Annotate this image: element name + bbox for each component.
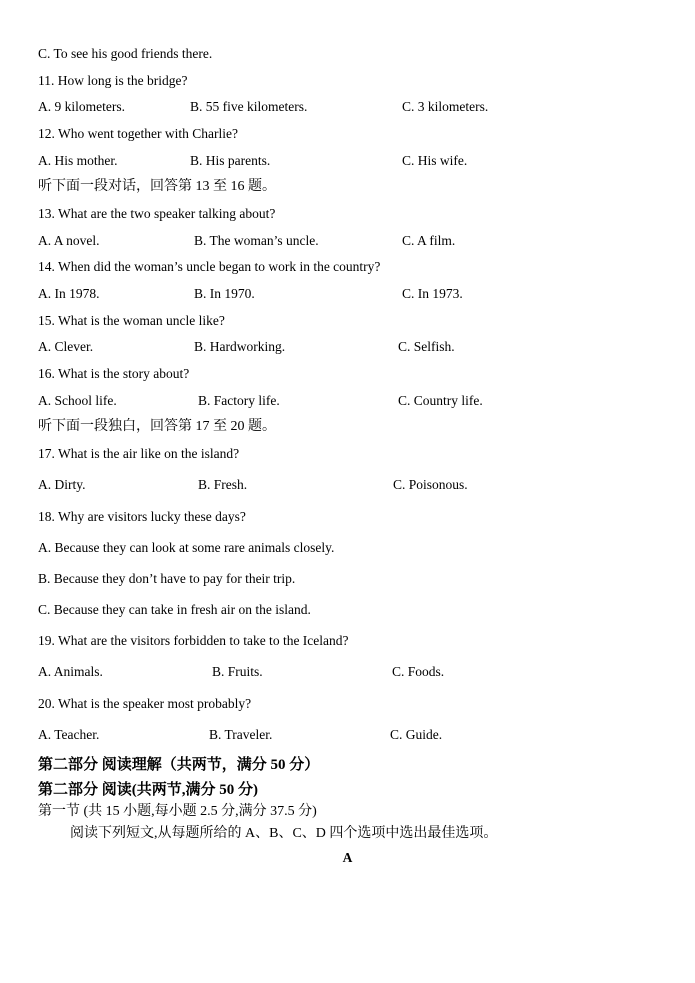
question-text: 14. When did the woman’s uncle began to work in the country? <box>38 259 381 274</box>
option-c: C. 3 kilometers. <box>402 99 489 114</box>
option-b: B. 55 five kilometers. <box>190 99 308 114</box>
passage-label: A <box>342 850 353 865</box>
option-row <box>0 232 695 250</box>
option-c: C. Country life. <box>398 393 483 408</box>
question-text: B. Because they don’t have to pay for their trip. <box>38 571 296 586</box>
question-text: 12. Who went together with Charlie? <box>38 126 238 141</box>
option-c: C. A film. <box>402 233 456 248</box>
question-text: 18. Why are visitors lucky these days? <box>38 509 246 524</box>
option-a: A. Teacher. <box>38 727 100 742</box>
option-a: C. To see his good friends there. <box>38 46 213 61</box>
instruction-text: 听下面一段独白，回答第 17 至 20 题。 <box>38 419 276 434</box>
instruction-text: 听下面一段对话，回答第 13 至 16 题。 <box>38 179 276 194</box>
option-b: B. Hardworking. <box>194 339 286 354</box>
option-row <box>0 338 695 356</box>
option-b: B. His parents. <box>190 153 271 168</box>
question-text: 17. What is the air like on the island? <box>38 446 240 461</box>
option-a: A. School life. <box>38 393 117 408</box>
option-c: C. Poisonous. <box>393 477 468 492</box>
option-row <box>0 663 695 681</box>
option-row <box>0 152 695 170</box>
question-text: 13. What are the two speaker talking about? <box>38 206 276 221</box>
option-c: C. Selfish. <box>398 339 455 354</box>
question-text: C. Because they can take in fresh air on the island. <box>38 602 311 617</box>
option-a: A. A novel. <box>38 233 100 248</box>
option-row <box>0 98 695 116</box>
option-row <box>0 45 695 63</box>
question-text: A. Because they can look at some rare animals closely. <box>38 540 335 555</box>
option-a: A. Clever. <box>38 339 94 354</box>
option-b: B. Fruits. <box>212 664 263 679</box>
question-text: 19. What are the visitors forbidden to take to the Iceland? <box>38 633 349 648</box>
option-b: B. Fresh. <box>198 477 248 492</box>
question-text: 20. What is the speaker most probably? <box>38 696 252 711</box>
option-a: A. Animals. <box>38 664 103 679</box>
section-heading: 第二部分 阅读理解（共两节，满分 50 分） <box>38 757 320 773</box>
question-text: 11. How long is the bridge? <box>38 73 188 88</box>
option-c: C. In 1973. <box>402 286 463 301</box>
option-a: A. Dirty. <box>38 477 86 492</box>
option-b: B. The woman’s uncle. <box>194 233 319 248</box>
option-b: B. Factory life. <box>198 393 280 408</box>
option-c: C. Foods. <box>392 664 445 679</box>
option-row <box>0 476 695 494</box>
option-row <box>0 392 695 410</box>
option-a: A. In 1978. <box>38 286 100 301</box>
instruction-text: 阅读下列短文,从每题所给的 A、B、C、D 四个选项中选出最佳选项。 <box>70 826 498 841</box>
option-c: C. Guide. <box>390 727 443 742</box>
option-a: A. 9 kilometers. <box>38 99 125 114</box>
option-b: B. Traveler. <box>209 727 273 742</box>
section-heading: 第二部分 阅读(共两节,满分 50 分) <box>38 782 258 798</box>
option-b: B. In 1970. <box>194 286 255 301</box>
question-text: 15. What is the woman uncle like? <box>38 313 225 328</box>
instruction-text: 第一节 (共 15 小题,每小题 2.5 分,满分 37.5 分) <box>38 804 317 819</box>
option-c: C. His wife. <box>402 153 468 168</box>
option-row <box>0 726 695 744</box>
option-row <box>0 285 695 303</box>
question-text: 16. What is the story about? <box>38 366 190 381</box>
option-a: A. His mother. <box>38 153 118 168</box>
